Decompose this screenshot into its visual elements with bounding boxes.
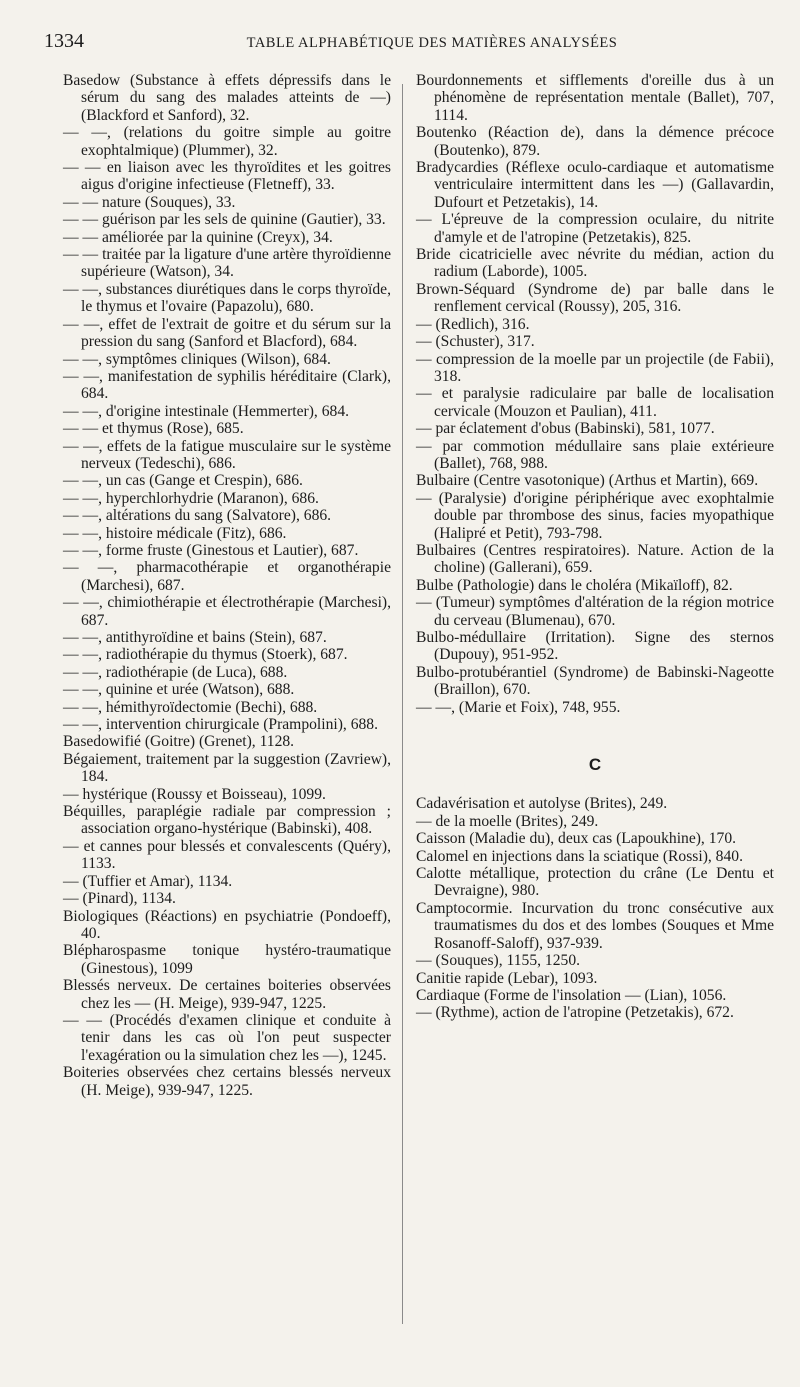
index-entry: — — améliorée par la quinine (Creyx), 34. [63,228,333,246]
index-entry: — —, effets de la fatigue musculaire sur le système nerveux (Tedeschi), 686. [63,437,391,472]
index-entry: — compression de la moelle par un projectile (de Fabii), 318. [416,350,774,385]
index-entry: — —, hémithyroïdectomie (Bechi), 688. [63,698,318,716]
index-entry: Bride cicatricielle avec névrite du médian, action du radium (Laborde), 1005. [416,246,774,281]
index-entry: Caisson (Maladie du), deux cas (Lapoukhine), 170. [416,830,737,848]
index-entry: — —, radiothérapie du thymus (Stoerk), 687. [63,646,348,664]
index-entry: — —, d'origine intestinale (Hemmerter), 684. [63,402,350,420]
index-entry: — —, antithyroïdine et bains (Stein), 687. [63,629,327,646]
index-entry: Cardiaque (Forme de l'insolation — (Lian), 1056. [416,986,727,1004]
index-entry: — (Tuffier et Amar), 1134. [63,872,233,890]
index-entry: Basedow (Substance à effets dépressifs dans le sérum du sang des malades atteints de —)(Blackford et Sanford), 32. [63,72,391,124]
running-title: TABLE ALPHABÉTIQUE DES MATIÈRES ANALYSÉES [246,35,618,51]
index-entry: — (Pinard), 1134. [63,890,176,908]
index-entry: Bulbaires (Centres respiratoires). Nature. Action de la choline) (Gallerani), 659. [416,541,774,577]
index-entry: — (Tumeur) symptômes d'altération de la région motrice du cerveau (Blumenau), 670. [416,594,774,629]
index-entry: — — nature (Souques), 33. [63,193,236,211]
index-entry: Calotte métallique, protection du crâne (Le Dentu et Devraigne), 980. [416,865,774,900]
index-entry: — L'épreuve de la compression oculaire, du nitrite d'amyle et de l'atropine (Petzetakis), 825. [416,211,774,246]
index-entry: — et paralysie radiculaire par balle de localisation cervicale (Mouzon et Paulian), 411. [416,385,774,420]
index-entry: Bulbo-protubérantiel (Syndrome) de Babinski-Nageotte (Braillon), 670. [416,663,774,699]
left-column [63,72,391,1347]
index-entry: — — (Procédés d'examen clinique et conduite à tenir dans les cas où l'on peut suspecter l'exagération ou la simulation chez les —), 1245. [63,1011,391,1064]
index-entry: Bulbaire (Centre vasotonique) (Arthus et Martin), 669. [416,472,759,490]
index-entry: — et cannes pour blessés et convalescents (Quéry), 1133. [63,837,391,873]
index-entry: — (Schuster), 317. [416,333,535,351]
index-entry: — —, altérations du sang (Salvatore), 686. [63,507,332,525]
index-entry: Bradycardies (Réflexe oculo-cardiaque et automatisme ventriculaire intermittent dans les —) (Gallavardin, Dufourt et Petzetakis), 14. [416,159,774,211]
index-entry: — —, symptômes cliniques (Wilson), 684. [63,350,331,368]
index-entry: Biologiques (Réactions) en psychiatrie (Pondoeff), 40. [63,907,391,942]
index-entry: — —, chimiothérapie et électrothérapie (Marchesi), 687. [63,594,391,629]
index-entry: — —, (relations du goitre simple au goitre exophtalmique) (Plummer), 32. [63,124,391,159]
index-entry: — (Souques), 1155, 1250. [416,952,581,970]
index-entry: — —, substances diurétiques dans le corps thyroïde, le thymus et l'ovaire (Papazolu), 680. [63,280,391,316]
index-entry: Basedowifié (Goitre) (Grenet), 1128. [63,733,295,751]
index-entry: — (Redlich), 316. [416,315,530,333]
index-entry: — — et thymus (Rose), 685. [63,420,244,438]
index-entry: — de la moelle (Brites), 249. [416,812,599,830]
index-entry: Blessés nerveux. De certaines boiteries observées chez les — (H. Meige), 939-947, 1225. [63,977,391,1012]
index-entry: Canitie rapide (Lebar), 1093. [416,969,598,987]
index-entry: — — guérison par les sels de quinine (Gautier), 33. [63,211,386,229]
index-entry: — —, pharmacothérapie et organothérapie (Marchesi), 687. [63,559,391,594]
page-header [44,30,770,64]
index-entry: — —, quinine et urée (Watson), 688. [63,681,295,699]
index-entry: Béquilles, paraplégie radiale par compression ; association organo-hystérique (Babinski), 408. [63,803,391,838]
c-entries [416,795,774,1021]
index-entry: — — en liaison avec les thyroïdites et les goitres aigus d'origine infectieuse (Fletneff), 33. [63,159,391,194]
index-entry: — —, manifestation de syphilis héréditaire (Clark), 684. [63,367,391,403]
index-entry: — —, un cas (Gange et Crespin), 686. [63,472,303,490]
index-entry: Bulbo-médullaire (Irritation). Signe des sternos (Dupouy), 951-952. [416,629,774,664]
index-entry: — —, radiothérapie (de Luca), 688. [63,663,288,681]
index-entry: — —, intervention chirurgicale (Prampolini), 688. [63,716,378,734]
index-entry: Boiteries observées chez certains blessés nerveux (H. Meige), 939-947, 1225. [63,1064,391,1099]
index-entry: Bulbe (Pathologie) dans le choléra (Mikaïloff), 82. [416,576,733,594]
index-entry: Camptocormie. Incurvation du tronc consécutive aux traumatismes du dos et des lombes (Souques et Mme Rosanoff-Saloff), 937-939. [416,899,774,952]
section-letter-c: C [588,755,602,775]
index-entry: Bourdonnements et sifflements d'oreille dus à un phénomène de représentation mentale (Ballet), 707, 1114. [416,72,774,124]
index-entry: — par commotion médullaire sans plaie extérieure (Ballet), 768, 988. [416,437,774,472]
index-entry: — —, hyperchlorhydrie (Maranon), 686. [63,489,319,507]
index-entry: Blépharospasme tonique hystéro-traumatique (Ginestous), 1099 [63,942,391,977]
index-entry: Cadavérisation et autolyse (Brites), 249. [416,795,668,813]
index-entry: Bégaiement, traitement par la suggestion (Zavriew), 184. [63,750,391,786]
index-entry: — — traitée par la ligature d'une artère thyroïdienne supérieure (Watson), 34. [63,246,391,281]
index-entry: — —, (Marie et Foix), 748, 955. [416,698,621,716]
index-entry: — par éclatement d'obus (Babinski), 581, 1077. [416,420,715,438]
index-entry: — (Paralysie) d'origine périphérique avec exophtalmie double par thrombose des sinus, facies myopathique (Halipré et Petit), 793-798. [416,489,774,542]
right-column [416,72,774,1347]
index-entry: — —, effet de l'extrait de goitre et du sérum sur la pression du sang (Sanford et Blacford), 684. [63,315,391,351]
b-entries [416,72,774,716]
index-entry: Calomel en injections dans la sciatique (Rossi), 840. [416,847,743,865]
index-entry: — —, histoire médicale (Fitz), 686. [63,524,287,542]
index-entry: — (Rythme), action de l'atropine (Petzetakis), 672. [416,1004,734,1022]
page-number: 1334 [44,30,84,52]
index-entry: — hystérique (Roussy et Boisseau), 1099. [63,785,326,803]
index-entry: — —, forme fruste (Ginestous et Lautier), 687. [63,541,359,559]
index-entry: Brown-Séquard (Syndrome de) par balle dans le renflement cervical (Roussy), 205, 316. [416,280,774,316]
index-entry: Boutenko (Réaction de), dans la démence précoce (Boutenko), 879. [416,124,774,159]
column-divider [402,84,403,1324]
